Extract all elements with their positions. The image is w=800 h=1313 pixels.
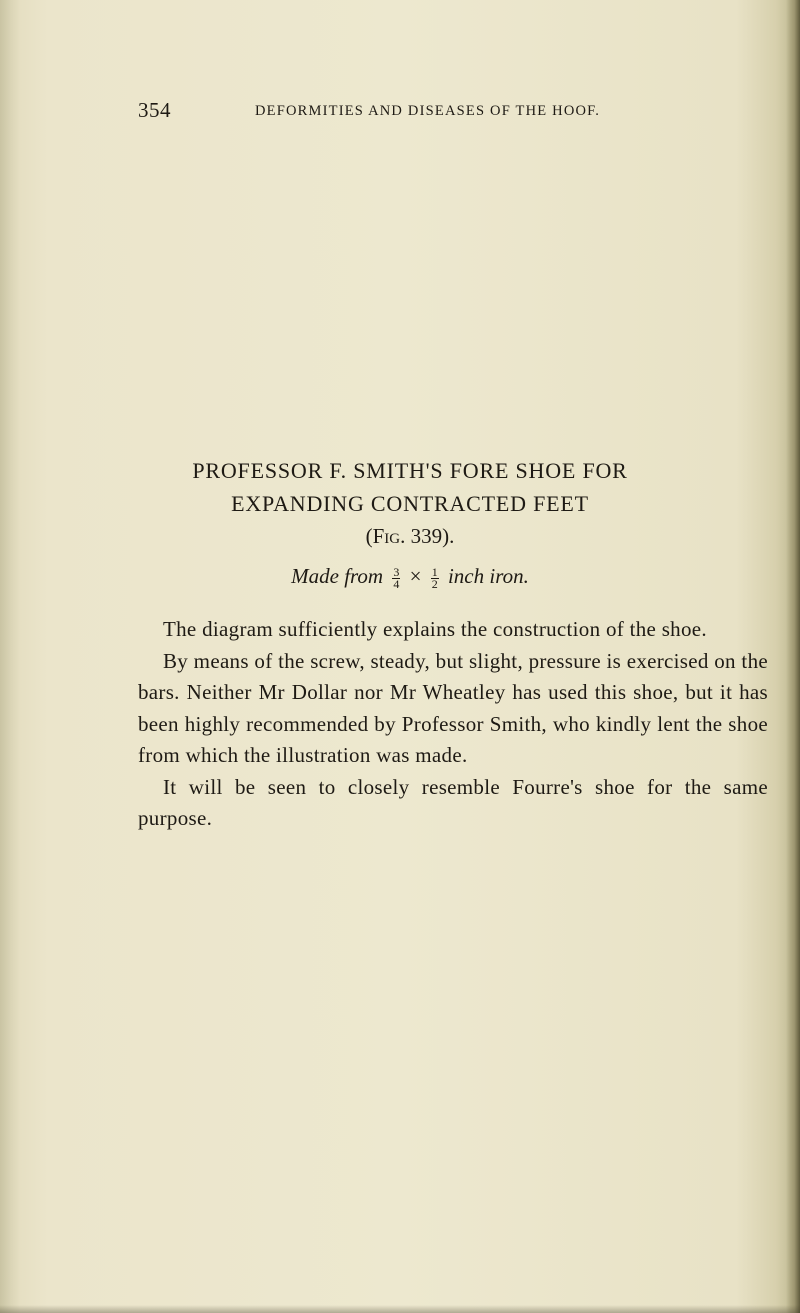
fraction-numerator: 1 [431, 564, 438, 579]
page-header [138, 98, 720, 126]
material-specification [140, 564, 680, 590]
fraction-one-half [431, 564, 439, 591]
times-sign: × [409, 564, 422, 588]
fraction-denominator: 2 [431, 576, 438, 591]
fraction-denominator: 4 [393, 576, 400, 591]
material-prefix: Made from [291, 564, 384, 588]
page-right-edge [786, 0, 800, 1313]
paragraph: The diagram sufficiently explains the construction of the shoe. [163, 617, 707, 641]
paragraph: It will be seen to closely resemble Fourre's shoe for the same purpose. [138, 774, 768, 830]
running-head: DEFORMITIES AND DISEASES OF THE HOOF. [255, 103, 601, 119]
page-number: 354 [138, 98, 171, 122]
fraction-numerator: 3 [393, 564, 400, 579]
paragraph: By means of the screw, steady, but slight, pressure is exercised on the bars. Neither Mr Dollar nor Mr Wheatley has used this shoe, but it has been highly recommended by Professor Smith, who kindly lent the shoe from which the illustration was made. [138, 648, 768, 767]
section-title [140, 454, 680, 553]
fraction-three-quarters [392, 564, 400, 591]
page-gutter-edge [0, 0, 20, 1313]
figure-reference: (Fig. 339). [365, 524, 455, 548]
page-bottom-shadow [0, 1305, 800, 1313]
section-title-line-2: EXPANDING CONTRACTED FEET [231, 491, 589, 516]
section-title-line-1: PROFESSOR F. SMITH'S FORE SHOE FOR [192, 458, 628, 483]
body-text [138, 614, 768, 835]
material-suffix: inch iron. [447, 564, 529, 588]
